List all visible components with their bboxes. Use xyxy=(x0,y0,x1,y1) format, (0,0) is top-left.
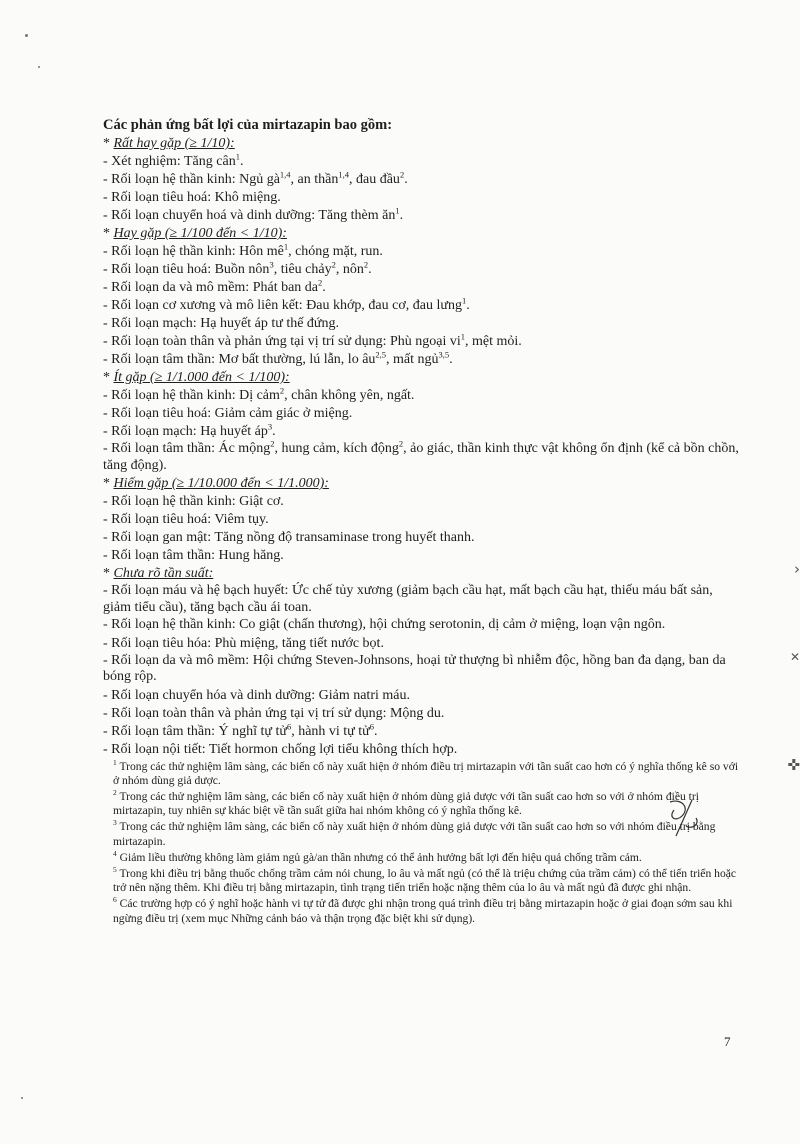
adverse-effect-item xyxy=(103,405,743,423)
adverse-effect-item xyxy=(103,741,743,759)
scan-edge-mark: ✕ xyxy=(789,650,800,664)
main-content xyxy=(103,116,743,928)
adverse-effect-item xyxy=(103,653,743,686)
footnote-ref: 3 xyxy=(267,421,273,432)
item-text: - Rối loạn cơ xương và mô liên kết: Đau khớp, đau cơ, đau lưng xyxy=(103,298,462,313)
item-text: - Xét nghiệm: Tăng cân xyxy=(103,154,236,169)
heading-label: Chưa rõ tần suất: xyxy=(113,566,214,581)
item-text: , tiêu chảy xyxy=(273,262,332,277)
scan-edge-mark: ✜ xyxy=(787,756,800,774)
item-text: - Rối loạn toàn thân và phản ứng tại vị trí sử dụng: Mộng du. xyxy=(103,705,445,721)
section-heading xyxy=(103,475,743,493)
footnote-text: Trong các thử nghiệm lâm sàng, các biến cố này xuất hiện ở nhóm điều trị mirtazapin với tần suất cao hơn có ý nghĩa thống kê so với ở nhóm dùng giả dược. xyxy=(113,759,739,787)
item-text: - Rối loạn hệ thần kinh: Ngủ gà xyxy=(103,172,280,187)
item-text: - Rối loạn tâm thần: Ý nghĩ tự tử xyxy=(103,723,287,739)
adverse-effect-item xyxy=(103,617,743,634)
heading-bullet: * xyxy=(103,370,114,385)
footnote-ref: 3 xyxy=(269,259,274,270)
item-text: . xyxy=(404,172,408,187)
heading-label: Hiếm gặp (≥ 1/10.000 đến < 1/1.000): xyxy=(113,476,329,491)
footnote xyxy=(113,790,743,818)
item-text: , nôn xyxy=(335,262,364,277)
footnote-ref: 2 xyxy=(270,438,275,449)
footnote-ref: 2 xyxy=(363,259,369,270)
item-text: , đau đầu xyxy=(349,172,400,187)
item-text: - Rối loạn da và mô mềm: Phát ban da xyxy=(103,280,319,295)
item-text: . xyxy=(272,424,276,439)
item-text: - Rối loạn tâm thần: Hung hăng. xyxy=(103,548,284,563)
adverse-effect-item xyxy=(103,387,743,405)
item-text: - Rối loạn tiêu hóa: Phù miệng, tăng tiết nước bọt. xyxy=(103,635,384,651)
item-text: - Rối loạn hệ thần kinh: Co giật (chấn thương), hội chứng serotonin, dị cảm ở miệng, loạn vận ngôn. xyxy=(103,617,666,632)
footnote-ref: 1,4 xyxy=(279,169,291,180)
item-text: - Rối loạn tiêu hoá: Giảm cảm giác ở miệng. xyxy=(103,406,353,421)
item-text: . xyxy=(399,208,404,223)
adverse-effect-item xyxy=(103,351,743,369)
footnote-number: 1 xyxy=(113,757,117,767)
footnote-ref: 2 xyxy=(398,438,404,449)
frequency-section xyxy=(103,475,743,565)
item-text: , an thần xyxy=(290,172,339,187)
heading-label: Rất hay gặp (≥ 1/10): xyxy=(113,136,235,151)
adverse-effect-item xyxy=(103,171,743,189)
item-text: - Rối loạn toàn thân và phản ứng tại vị trí sử dụng: Phù ngoại vi xyxy=(103,334,461,349)
section-heading xyxy=(103,565,743,583)
adverse-effect-item xyxy=(103,547,743,565)
item-text: - Rối loạn mạch: Hạ huyết áp xyxy=(103,424,268,439)
adverse-effect-item xyxy=(103,243,743,261)
adverse-effect-item xyxy=(103,583,743,616)
item-text: - Rối loạn tiêu hoá: Viêm tụy. xyxy=(103,512,269,527)
frequency-sections xyxy=(103,135,743,759)
frequency-section xyxy=(103,225,743,369)
adverse-effect-item xyxy=(103,153,743,171)
adverse-effect-item xyxy=(103,687,743,705)
footnote-ref: 1 xyxy=(235,151,240,162)
item-text: - Rối loạn gan mật: Tăng nồng độ transaminase trong huyết thanh. xyxy=(103,530,475,545)
footnote-number: 6 xyxy=(113,895,117,905)
footnote-ref: 1 xyxy=(283,241,289,252)
item-text: - Rối loạn hệ thần kinh: Dị cảm xyxy=(103,388,280,403)
footnote-ref: 6 xyxy=(286,720,292,731)
frequency-section xyxy=(103,565,743,759)
item-text: . xyxy=(449,352,453,367)
section-title: Các phản ứng bất lợi của mirtazapin bao gồm: xyxy=(103,117,393,133)
item-text: - Rối loạn tâm thần: Mơ bất thường, lú lẫn, lo âu xyxy=(103,352,376,367)
footnote-number: 4 xyxy=(113,848,117,858)
item-text: . xyxy=(239,154,244,169)
footnotes xyxy=(103,757,743,926)
item-text: , hành vi tự tử xyxy=(291,723,370,739)
footnote-number: 5 xyxy=(113,865,117,875)
footnote-ref: 2 xyxy=(399,169,405,180)
footnote-ref: 1 xyxy=(461,295,467,306)
item-text: - Rối loạn chuyển hoá và dinh dưỡng: Tăng thèm ăn xyxy=(103,208,396,223)
adverse-effect-item xyxy=(103,315,743,333)
footnote xyxy=(113,897,743,925)
footnote xyxy=(113,848,743,865)
item-text: - Rối loạn chuyển hóa và dinh dưỡng: Giảm natri máu. xyxy=(103,687,410,703)
scan-edge-mark: › xyxy=(794,560,800,578)
footnote-number: 2 xyxy=(113,788,117,798)
adverse-effect-item xyxy=(103,333,743,351)
footnote-ref: 1 xyxy=(460,331,465,342)
item-text: - Rối loạn tâm thần: Ác mộng xyxy=(103,441,271,456)
adverse-effect-item xyxy=(103,261,743,279)
heading-bullet: * xyxy=(103,136,114,151)
footnote-ref: 2 xyxy=(279,385,285,396)
item-text: . xyxy=(466,298,470,313)
footnote-text: Giảm liều thường không làm giảm ngủ gà/an thần nhưng có thể ảnh hưởng bất lợi đến hiệu quả chống trầm cảm. xyxy=(116,850,642,864)
footnote-text: Trong các thử nghiệm lâm sàng, các biến cố này xuất hiện ở nhóm dùng giả dược với tần suất cao hơn so với nhóm điều trị bằng mirtazapin. xyxy=(113,820,716,848)
item-text: - Rối loạn máu và hệ bạch huyết: Ức chế tủy xương (giảm bạch cầu hạt, mất bạch cầu hạt, thiếu máu bất sản, giảm tiểu cầu), tăng bạch cầu ái toan. xyxy=(103,583,713,615)
adverse-effect-item xyxy=(103,279,743,297)
footnote-ref: 2,5 xyxy=(375,349,387,360)
footnote xyxy=(113,757,743,788)
frequency-section xyxy=(103,135,743,225)
item-text: , ảo giác, thần kinh thực vật không ổn định (kể cả bồn chồn, tăng động). xyxy=(103,441,739,473)
heading-bullet: * xyxy=(103,476,114,491)
footnote-ref: 2 xyxy=(331,259,336,270)
item-text: . xyxy=(322,280,326,295)
footnote-ref: 2 xyxy=(318,277,323,288)
adverse-effect-item xyxy=(103,207,743,225)
section-heading xyxy=(103,225,743,243)
item-text: - Rối loạn tiêu hoá: Buồn nôn xyxy=(103,262,270,277)
item-text: - Rối loạn hệ thần kinh: Giật cơ. xyxy=(103,494,284,509)
item-text: - Rối loạn tiêu hoá: Khô miệng. xyxy=(103,190,281,205)
item-text: - Rối loạn da và mô mềm: Hội chứng Steven-Johnsons, hoại tử thượng bì nhiễm độc, hồng ban đa dạng, ban da bóng rộp. xyxy=(103,652,726,684)
section-heading xyxy=(103,369,743,387)
footnote-ref: 1 xyxy=(395,205,400,216)
heading-label: Ít gặp (≥ 1/1.000 đến < 1/100): xyxy=(113,370,290,385)
heading-label: Hay gặp (≥ 1/100 đến < 1/10): xyxy=(113,226,287,241)
footnote-ref: 6 xyxy=(369,720,374,731)
item-text: . xyxy=(374,723,378,739)
item-text: - Rối loạn hệ thần kinh: Hôn mê xyxy=(103,244,284,259)
section-heading xyxy=(103,135,743,153)
page-number: 7 xyxy=(724,1034,731,1049)
item-text: . xyxy=(368,262,372,277)
item-text: , mất ngủ xyxy=(386,352,439,367)
adverse-effect-item xyxy=(103,297,743,315)
footnote-ref: 3,5 xyxy=(438,349,450,360)
adverse-effect-item xyxy=(103,635,743,653)
adverse-effect-item xyxy=(103,529,743,547)
adverse-effect-item xyxy=(103,423,743,441)
footnote-text: Trong khi điều trị bằng thuốc chống trầm cảm nói chung, lo âu và mất ngủ (có thể là triệu chứng của trầm cảm) có thể tiến triển hoặc trở nên nặng thêm. Khi điều trị bằng mirtazapin, tình trạng tiến triển hoặc nặng thêm của lo âu và mất ngủ đã được ghi nhận. xyxy=(113,866,737,895)
adverse-effect-item xyxy=(103,705,743,723)
item-text: - Rối loạn mạch: Hạ huyết áp tư thế đứng. xyxy=(103,316,340,331)
scan-speck xyxy=(21,1097,23,1099)
item-text: , hung cảm, kích động xyxy=(274,441,399,456)
adverse-effect-item xyxy=(103,189,743,207)
item-text: , chóng mặt, run. xyxy=(288,244,383,259)
frequency-section xyxy=(103,369,743,474)
heading-bullet: * xyxy=(103,566,114,581)
item-text: , mệt mỏi. xyxy=(465,334,522,349)
adverse-effect-item xyxy=(103,493,743,511)
item-text: - Rối loạn nội tiết: Tiết hormon chống lợi tiểu không thích hợp. xyxy=(103,741,458,757)
footnote-text: Các trường hợp có ý nghĩ hoặc hành vi tự tử đã được ghi nhận trong quá trình điều trị bằng mirtazapin hoặc ở giai đoạn sớm sau khi ngừng điều trị (xem mục Những cảnh báo và thận trọng đặc biệt khi sử dụng). xyxy=(113,897,733,925)
heading-bullet: * xyxy=(103,226,114,241)
footnote-text: Trong các thử nghiệm lâm sàng, các biến cố này xuất hiện ở nhóm dùng giả dược với tần suất cao hơn so với ở nhóm điều trị mirtazapin, tuy nhiên sự khác biệt về tần suất giữa hai nhóm không có ý nghĩa thống kê. xyxy=(113,789,699,818)
footnote-number: 3 xyxy=(113,818,117,828)
scan-speck xyxy=(25,34,28,37)
footnote xyxy=(113,867,743,895)
scan-speck xyxy=(38,66,40,68)
adverse-effect-item xyxy=(103,438,743,474)
item-text: , chân không yên, ngất. xyxy=(284,388,415,403)
footnote-ref: 1,4 xyxy=(338,169,349,180)
adverse-effect-item xyxy=(103,511,743,529)
adverse-effect-item xyxy=(103,720,743,741)
footnote xyxy=(113,820,743,848)
